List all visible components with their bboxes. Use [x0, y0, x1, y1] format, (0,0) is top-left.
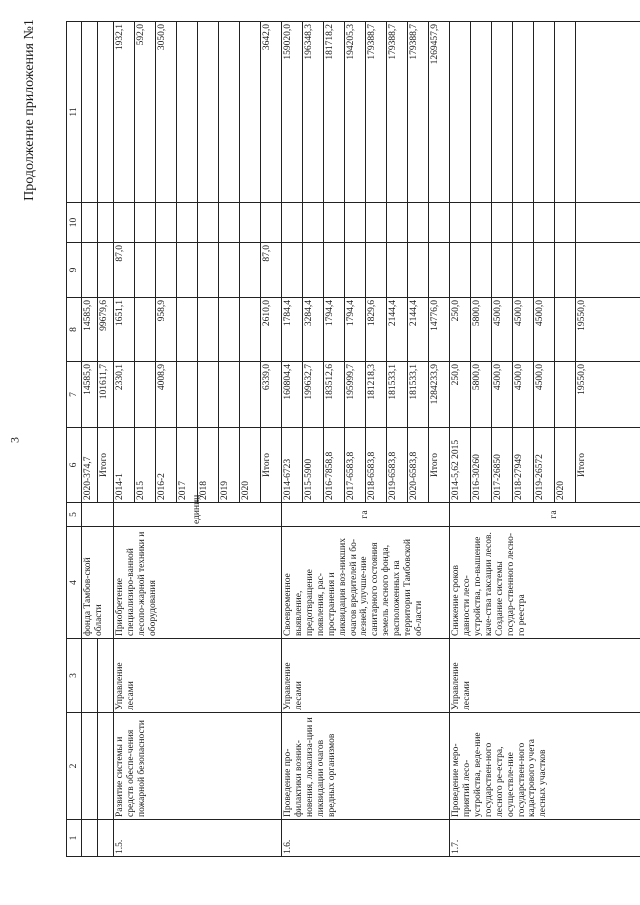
cell-value: 1794,4: [345, 298, 366, 361]
cell-year: 2017-6583,8: [345, 428, 366, 502]
cell-executor: Управление лесами: [114, 639, 282, 713]
cell-value: 958,9: [156, 298, 177, 361]
cell-total: [429, 203, 450, 242]
cell-year: 2017-26850: [492, 428, 513, 502]
cell-value: [492, 22, 513, 202]
cell-value: 1794,4: [324, 298, 345, 361]
header-cell: 5: [67, 503, 82, 527]
cell-value: [198, 243, 219, 297]
cell-total: 14776,0: [430, 300, 440, 331]
cell-year: 2020: [240, 428, 261, 502]
cell-total-label: Итого: [577, 452, 587, 478]
cell-value: 196348,3: [303, 22, 324, 202]
cell-value: [324, 203, 345, 242]
cell-year: 2019-6583,8: [387, 428, 408, 502]
cell-value: 181218,3: [366, 362, 387, 427]
header-cell: 8: [67, 298, 82, 362]
cell-value: [513, 243, 534, 297]
cell-value: [240, 22, 261, 202]
cell-year: 2020-374,7: [82, 428, 98, 503]
cell-value: [471, 203, 492, 242]
cell-value: [198, 203, 219, 242]
header-cell: 7: [67, 362, 82, 428]
header-cell: 6: [67, 428, 82, 503]
cell-year: 2014-1: [114, 428, 135, 502]
cell-value: 181533,1: [387, 362, 408, 427]
program-table: [66, 21, 640, 857]
cell-value: 3284,4: [303, 298, 324, 361]
header-cell: 10: [67, 203, 82, 243]
cell-value: [198, 362, 219, 427]
header-cell: 1: [67, 820, 82, 857]
header-cell: 9: [67, 243, 82, 298]
continuation-row: [82, 22, 98, 857]
cell-value: 3050,0: [156, 22, 177, 202]
cell-value: 250,0: [450, 298, 471, 361]
cell-value: [303, 243, 324, 297]
cell-year: 2014-6723: [282, 428, 303, 502]
cell-value: 4500,0: [492, 362, 513, 427]
cell-total: 1284233,9: [430, 364, 440, 405]
cell-purpose: Приобретение специализиро-ванной лесопо-жарной техники и оборудования: [114, 527, 282, 639]
cell-value: 160804,4: [282, 362, 303, 427]
cell-value: 14585,0: [82, 362, 98, 428]
cell-value: [240, 203, 261, 242]
cell-value: [219, 298, 240, 361]
header-cell: 3: [67, 639, 82, 713]
cell-purpose: Своевременное выявление, предотвращение появления, рас-пространения и ликвидация воз-никших очагов вредителей и бо-лезней, улучше-ние санитарного состояния земель лесного фонда, расположенных на территории Тамбовской об-ласти: [282, 527, 450, 639]
header-row: [67, 22, 82, 857]
cell-value: [450, 243, 471, 297]
cell-value: [387, 203, 408, 242]
cell-value: [177, 203, 198, 242]
cell-value: 179388,7: [408, 22, 429, 202]
cell-value: [366, 203, 387, 242]
cell-value: [219, 243, 240, 297]
cell-value: [177, 362, 198, 427]
cell-year: 2019-26572: [534, 428, 555, 502]
cell-unit: га: [282, 503, 450, 527]
cell-value: 4500,0: [534, 298, 555, 361]
cell-row-number: 1.5.: [114, 820, 282, 857]
cell-value: [324, 243, 345, 297]
cell-value: 4500,0: [534, 362, 555, 427]
table-row: [114, 22, 282, 857]
cell-value: [303, 203, 324, 242]
cell-value: [345, 203, 366, 242]
cell-value: [177, 298, 198, 361]
cell-value: [534, 22, 555, 202]
cell-value: [408, 243, 429, 297]
table-row: [282, 22, 450, 857]
cell-value: [135, 362, 156, 427]
cell-value: 87,0: [114, 243, 135, 297]
cell-total: 99679,6: [98, 298, 114, 362]
cell-total: 101611,7: [98, 362, 114, 428]
cell-value: [345, 243, 366, 297]
cell-value: [555, 243, 576, 297]
cell-value: [156, 203, 177, 242]
header-cell: 2: [67, 713, 82, 820]
cell-value: [240, 362, 261, 427]
cell-total: 6339,0: [262, 364, 272, 391]
cell-value: 4500,0: [513, 298, 534, 361]
cell-total: 1269457,9: [430, 24, 440, 65]
cell-value: [555, 298, 576, 361]
cell-total: 87,0: [262, 245, 272, 262]
cell-value: [282, 203, 303, 242]
cell-year: 2020: [555, 428, 576, 502]
cell-total-label: Итого: [430, 452, 440, 478]
cell-value: 5800,0: [471, 298, 492, 361]
page-number: 3: [7, 437, 22, 443]
cell-value: 4500,0: [513, 362, 534, 427]
cell-value: [135, 203, 156, 242]
cell-value: [492, 203, 513, 242]
cell-value: [555, 203, 576, 242]
cell-value: 2144,4: [387, 298, 408, 361]
cell-value: [156, 243, 177, 297]
cell-year: 2016-7858,8: [324, 428, 345, 502]
cell-value: [240, 243, 261, 297]
cell-value: 2330,1: [114, 362, 135, 427]
cell-value: 1932,1: [114, 22, 135, 202]
cell-executor: Управление лесами: [450, 639, 640, 713]
cell-unit: га: [450, 503, 640, 527]
cell-value: 181718,2: [324, 22, 345, 202]
cell-year: 2017: [177, 428, 198, 502]
cell-value: [198, 298, 219, 361]
cell-value: [450, 22, 471, 202]
cell-value: [366, 243, 387, 297]
cell-year: 2014-5,62 2015: [450, 428, 471, 502]
cell-total: [429, 243, 450, 297]
cell-value: [450, 203, 471, 242]
cell-value: [555, 22, 576, 202]
cell-value: 1784,4: [282, 298, 303, 361]
cell-total: [576, 22, 597, 202]
cell-value: 5800,0: [471, 362, 492, 427]
cell-value: [219, 22, 240, 202]
cell-value: [219, 362, 240, 427]
total-row: [98, 22, 114, 857]
header-cell: 4: [67, 527, 82, 639]
rotated-table-area: [66, 22, 640, 857]
cell-value: [534, 243, 555, 297]
cell-measure-name: Проведение про-филактики возник-новения, локализа-ции и ликвидации очагов вредных организмов: [282, 713, 450, 820]
cell-total-label: Итого: [98, 428, 114, 503]
cell-purpose: Снижение сроков давности лесо-устройства, по-вышение каче-ства таксации лесов. Создание системы государ-ственного лесно-го реестра: [450, 527, 640, 639]
cell-value: 195999,7: [345, 362, 366, 427]
cell-year: 2016-2: [156, 428, 177, 502]
cell-value: [240, 298, 261, 361]
cell-value: [177, 243, 198, 297]
cell-value: [513, 203, 534, 242]
cell-value: [534, 203, 555, 242]
cell-year: 2018-6583,8: [366, 428, 387, 502]
cell-total: [576, 243, 597, 297]
cell-value: 4008,9: [156, 362, 177, 427]
cell-value: [471, 22, 492, 202]
cell-unit: единиц: [114, 503, 282, 527]
cell-measure-name: Развитие системы и средств обеспе-чения пожарной безопасности: [114, 713, 282, 820]
cell-total: [576, 203, 597, 242]
cell-total: [261, 203, 282, 242]
cell-value: 2144,4: [408, 298, 429, 361]
cell-year: 2019: [219, 428, 240, 502]
cell-value: [114, 203, 135, 242]
cell-value: [471, 243, 492, 297]
cell-year: 2018-27949: [513, 428, 534, 502]
cell-value: [555, 362, 576, 427]
cell-value: 183512,6: [324, 362, 345, 427]
cell-value: 179388,7: [387, 22, 408, 202]
cell-row-number: 1.6.: [282, 820, 450, 857]
cell-value: 199632,7: [303, 362, 324, 427]
cell-value: 592,0: [135, 22, 156, 202]
cell-value: [198, 22, 219, 202]
cell-value: [219, 203, 240, 242]
cell-year: 2015-5900: [303, 428, 324, 502]
cell-total: 19550,0: [577, 364, 587, 395]
cell-total: 19550,0: [577, 300, 587, 331]
cell-total: 2610,0: [262, 300, 272, 327]
cell-value: [282, 243, 303, 297]
cell-value: 179388,7: [366, 22, 387, 202]
cell-total-label: Итого: [262, 452, 272, 478]
cell-year: 2020-6583,8: [408, 428, 429, 502]
appendix-caption: Продолжение приложения №1: [22, 19, 37, 201]
cell-value: 4500,0: [492, 298, 513, 361]
cell-value: 181533,1: [408, 362, 429, 427]
cell-value: 1651,1: [114, 298, 135, 361]
cell-value: [177, 22, 198, 202]
table-row: [450, 22, 640, 857]
cell-year: 2016-30260: [471, 428, 492, 502]
cell-value: [492, 243, 513, 297]
cell-value: [135, 298, 156, 361]
cell-value: [135, 243, 156, 297]
cell-value: [408, 203, 429, 242]
cell-year: 2018: [198, 428, 219, 502]
cell-year: 2015: [135, 428, 156, 502]
cell-value: 250,0: [450, 362, 471, 427]
cell-total: 3642,0: [262, 24, 272, 51]
header-cell: 11: [67, 22, 82, 203]
cell-value: 159020,0: [282, 22, 303, 202]
cell-value: [387, 243, 408, 297]
cell-measure-name: Проведение меро-приятий лесо-устройства, веде-ние государствен-ного лесного ре-естра, осуществле-ние государствен-ного кадастрового учета лесных участков: [450, 713, 640, 820]
cell-value: 1829,6: [366, 298, 387, 361]
cell-value: [513, 22, 534, 202]
cell-row-number: 1.7.: [450, 820, 640, 857]
cell-value: 194205,3: [345, 22, 366, 202]
cell-purpose: фонда Тамбов-ской области: [82, 527, 114, 639]
cell-executor: Управление лесами: [282, 639, 450, 713]
cell-value: 14585,0: [82, 298, 98, 362]
